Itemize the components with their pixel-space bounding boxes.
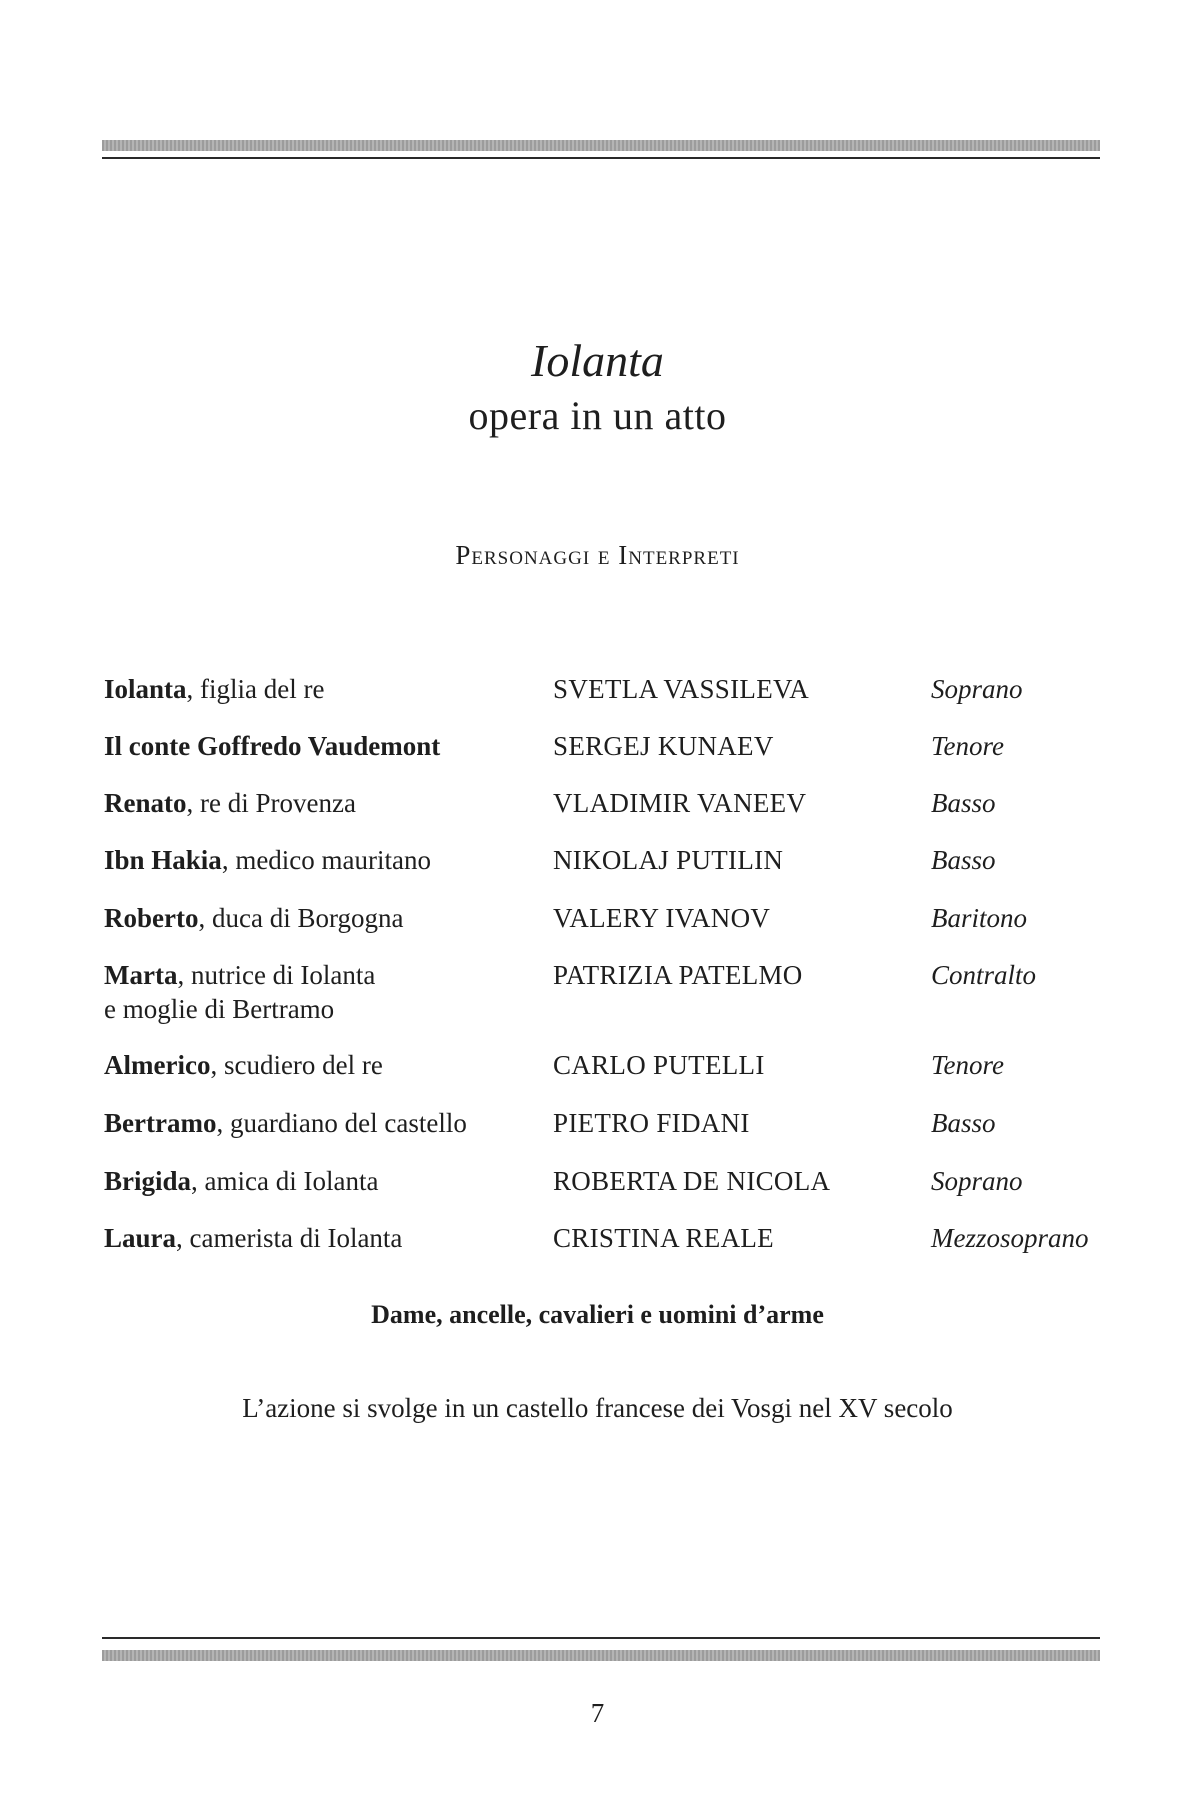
voice-type: Baritono <box>931 903 1028 933</box>
voice-type: Contralto <box>931 960 1037 990</box>
voice-type: Basso <box>931 1108 996 1138</box>
performer-name: VLADIMIR VANEEV <box>553 788 807 818</box>
character-cell <box>104 1048 544 1082</box>
character-description: , medico mauritano <box>221 845 431 875</box>
performer-name: ROBERTA DE NICOLA <box>553 1166 831 1196</box>
opera-title: Iolanta <box>531 335 664 386</box>
character-name: Renato <box>104 788 187 818</box>
character-description: , figlia del re <box>186 674 325 704</box>
bottom-rule-line <box>102 1637 1100 1639</box>
character-cell <box>104 1106 544 1140</box>
character-cell <box>104 672 544 706</box>
bottom-rule-band <box>102 1650 1100 1661</box>
section-heading: Personaggi e Interpreti <box>455 540 740 570</box>
character-cell <box>104 901 544 935</box>
character-name: Almerico <box>104 1050 211 1080</box>
character-name: Iolanta <box>104 674 187 704</box>
voice-type: Basso <box>931 845 996 875</box>
top-rule-band <box>102 140 1100 151</box>
voice-type: Mezzosoprano <box>931 1223 1089 1253</box>
character-description: , re di Provenza <box>186 788 356 818</box>
performer-name: CARLO PUTELLI <box>553 1050 765 1080</box>
character-name: Brigida <box>104 1166 192 1196</box>
character-name: Roberto <box>104 903 199 933</box>
page-number: 7 <box>590 1698 605 1728</box>
chorus-line: Dame, ancelle, cavalieri e uomini d’arme <box>371 1300 824 1329</box>
character-description: , guardiano del castello <box>216 1108 467 1138</box>
voice-type: Basso <box>931 788 996 818</box>
character-name: Marta <box>104 960 178 990</box>
setting-line: L’azione si svolge in un castello francese dei Vosgi nel XV secolo <box>242 1393 953 1423</box>
performer-name: SERGEJ KUNAEV <box>553 731 774 761</box>
voice-type: Tenore <box>931 1050 1005 1080</box>
character-name: Bertramo <box>104 1108 217 1138</box>
voice-type: Tenore <box>931 731 1005 761</box>
character-description: , duca di Borgogna <box>198 903 404 933</box>
performer-name: PIETRO FIDANI <box>553 1108 750 1138</box>
voice-type: Soprano <box>931 674 1023 704</box>
character-name: Il conte Goffredo Vaudemont <box>104 731 441 761</box>
performer-name: VALERY IVANOV <box>553 903 771 933</box>
character-description: , nutrice di Iolanta <box>177 960 376 990</box>
performer-name: NIKOLAJ PUTILIN <box>553 845 784 875</box>
character-cell <box>104 786 544 820</box>
character-description: , camerista di Iolanta <box>176 1223 403 1253</box>
performer-name: PATRIZIA PATELMO <box>553 960 803 990</box>
character-description-line2: e moglie di Bertramo <box>104 994 335 1024</box>
top-rule-line <box>102 157 1100 159</box>
character-cell <box>104 1164 544 1198</box>
character-cell <box>104 958 544 1026</box>
character-cell <box>104 1221 544 1255</box>
character-name: Laura <box>104 1223 177 1253</box>
performer-name: SVETLA VASSILEVA <box>553 674 810 704</box>
character-description: , scudiero del re <box>210 1050 383 1080</box>
voice-type: Soprano <box>931 1166 1023 1196</box>
opera-subtitle: opera in un atto <box>468 393 727 438</box>
character-cell <box>104 729 544 763</box>
character-cell <box>104 843 544 877</box>
character-description: , amica di Iolanta <box>191 1166 379 1196</box>
character-name: Ibn Hakia <box>104 845 222 875</box>
performer-name: CRISTINA REALE <box>553 1223 774 1253</box>
